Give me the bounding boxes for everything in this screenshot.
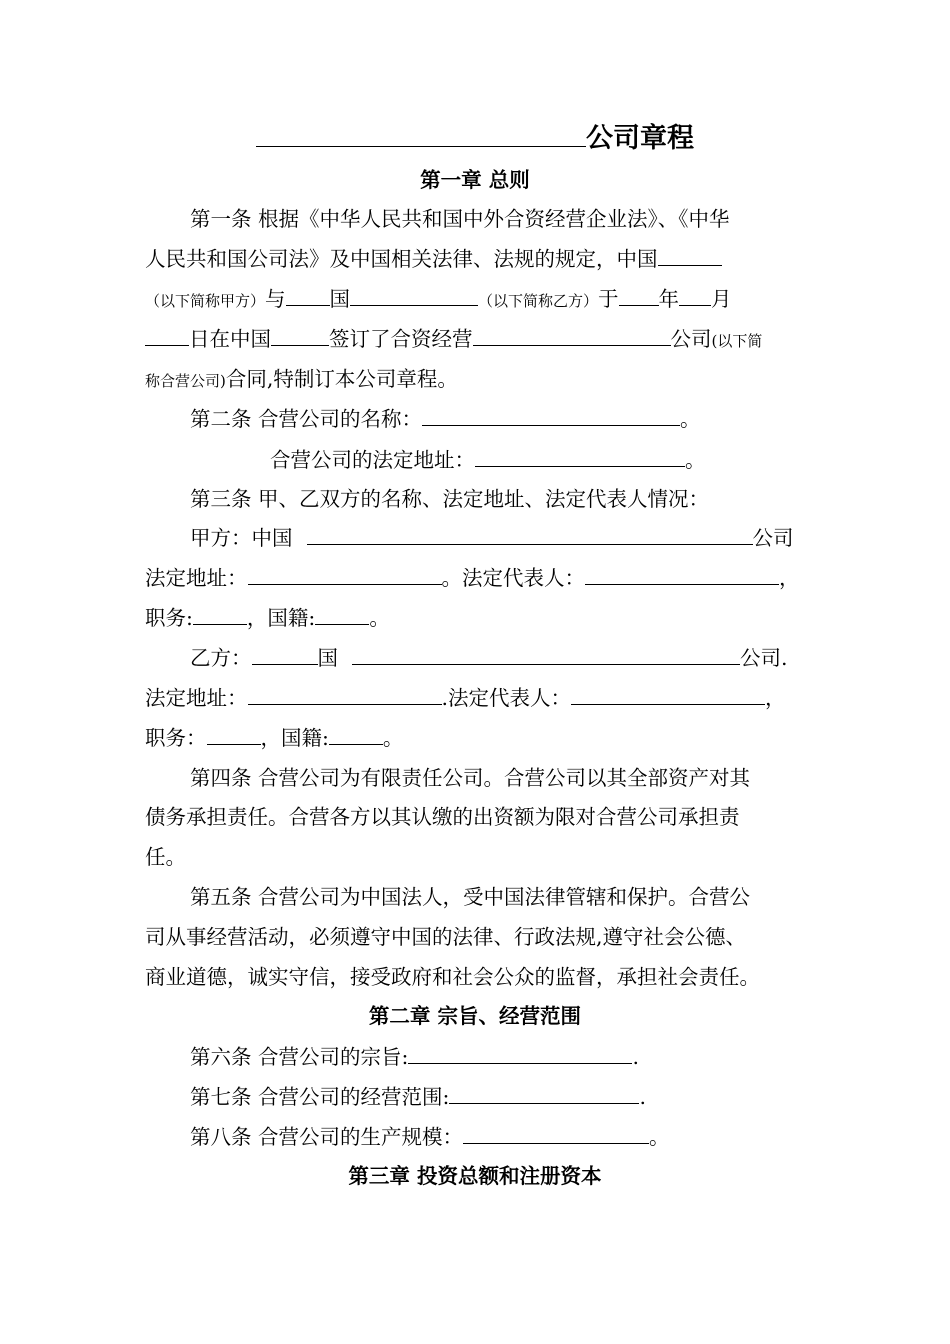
chapter-1-heading: 第一章 总则 (420, 168, 530, 192)
blank (248, 564, 442, 585)
blank (193, 604, 247, 625)
blank (658, 245, 722, 266)
article-5-line-1: 第五条 合营公司为中国法人，受中国法律管辖和保护。合营公 (190, 885, 751, 909)
article-4-line-2: 债务承担责任。合营各方以其认缴的出资额为限对合营公司承担责 (145, 805, 740, 829)
article-4-line-1: 第四条 合营公司为有限责任公司。合营公司以其全部资产对其 (190, 766, 751, 790)
article-8: 第八条 合营公司的生产规模： 。 (190, 1125, 670, 1149)
article-5-line-2: 司从事经营活动，必须遵守中国的法律、行政法规,遵守社会公德、 (145, 925, 747, 949)
party-a-position-line: 职务: ，国籍: 。 (145, 606, 390, 630)
blank (352, 644, 740, 665)
chapter-3-heading: 第三章 投资总额和注册资本 (348, 1164, 602, 1188)
blank (307, 524, 753, 545)
blank (422, 405, 680, 426)
blank (408, 1043, 632, 1064)
blank (271, 325, 329, 346)
article-6: 第六条 合营公司的宗旨: . (190, 1045, 639, 1069)
article-3-line-1: 第三条 甲、乙双方的名称、法定地址、法定代表人情况： (190, 487, 710, 511)
blank (329, 724, 383, 745)
document-title: 公司章程 (0, 120, 950, 156)
blank (315, 604, 369, 625)
blank (463, 1123, 649, 1144)
blank (619, 285, 659, 306)
blank (350, 285, 478, 306)
party-a-line: 甲方：中国 公司 (190, 526, 794, 550)
party-b-line: 乙方： 国 公司. (190, 646, 788, 670)
blank (286, 285, 330, 306)
party-b-address-line: 法定地址： .法定代表人： ， (145, 686, 786, 710)
article-1-line-1: 第一条 根据《中华人民共和国中外合资经营企业法》、《中华 (190, 207, 730, 231)
article-1-line-4: 日在中国 签订了合资经营 公司(以下简 (145, 325, 762, 355)
blank (475, 446, 685, 467)
article-7: 第七条 合营公司的经营范围: . (190, 1085, 646, 1109)
blank (449, 1083, 639, 1104)
article-5-line-3: 商业道德，诚实守信，接受政府和社会公众的监督，承担社会责任。 (145, 965, 760, 989)
article-4-line-3: 任。 (145, 845, 186, 869)
chapter-2-heading: 第二章 宗旨、经营范围 (368, 1004, 582, 1028)
blank (679, 285, 711, 306)
article-2-line-1: 第二条 合营公司的名称： 。 (190, 407, 701, 431)
blank (145, 325, 189, 346)
blank (473, 325, 671, 346)
party-b-position-line: 职务： ，国籍: 。 (145, 726, 404, 750)
article-2-line-2: 合营公司的法定地址： 。 (270, 448, 706, 472)
article-1-line-5: 称合营公司)合同,特制订本公司章程。 (145, 367, 458, 391)
article-1-line-2: 人民共和国公司法》及中国相关法律、法规的规定，中国 (145, 245, 722, 273)
blank (248, 684, 442, 705)
article-1-line-3: （以下简称甲方）与 国 （以下简称乙方）于 年 月 (145, 287, 732, 311)
company-name-blank (256, 120, 586, 147)
blank (252, 644, 318, 665)
blank (571, 684, 765, 705)
blank (207, 724, 261, 745)
party-a-address-line: 法定地址： 。法定代表人： ， (145, 566, 800, 590)
blank (585, 564, 779, 585)
